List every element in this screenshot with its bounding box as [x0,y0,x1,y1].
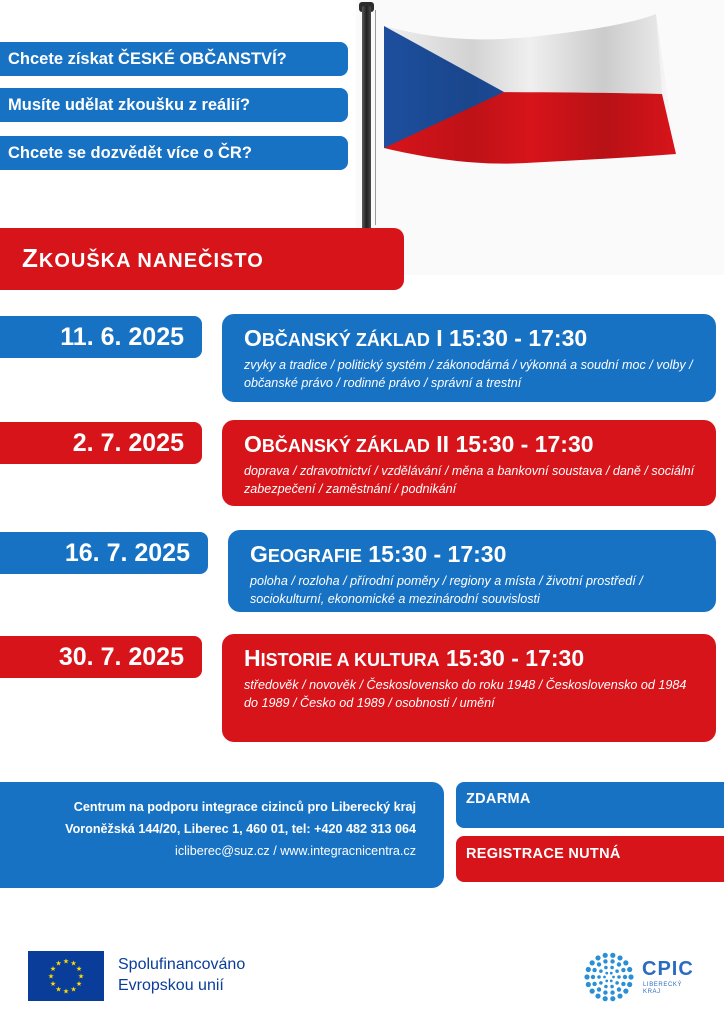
czech-flag-icon [376,8,724,188]
eu-star: ★ [55,960,62,968]
question-exam: Musíte udělat zkoušku z reálií? [0,88,348,122]
contact-org: Centrum na podporu integrace cizinců pro Liberecký kraj [73,800,416,814]
eu-star: ★ [75,981,83,988]
cpic-dots-icon [584,952,634,1002]
cpic-dot [615,969,619,973]
eu-star: ★ [70,986,77,994]
eu-star: ★ [49,966,57,973]
cpic-dot [623,989,628,994]
event-2-topics: doprava / zdravotnictví / vzdělávání / měna a bankovní soustava / daně / sociální zabezpečení / zaměstnání / podnikání [244,464,695,496]
cpic-dot [610,959,614,963]
cpic-dot [610,990,614,994]
cpic-dot [597,975,601,979]
cpic-dot [586,982,591,987]
cpic-dot [595,993,600,998]
eu-star: ★ [62,958,70,966]
eu-cofunded-text: Spolufinancováno Evropskou unií [118,956,246,994]
cpic-dot [592,968,596,972]
eu-star: ★ [55,986,62,994]
event-3-title: GEOGRAFIE 15:30 - 17:30 [250,541,507,567]
event-4-title: HISTORIE A KULTURA 15:30 - 17:30 [244,645,585,671]
cpic-dot [592,982,596,986]
eu-flag-icon [28,951,104,1001]
page-title-initial: Z [22,243,39,273]
contact-address: Voroněžská 144/20, Liberec 1, 460 01, tel: +420 482 313 064 [65,822,416,836]
cpic-dot [591,975,595,979]
eu-star: ★ [70,960,77,968]
question-citizenship: Chcete získat ČESKÉ OBČANSTVÍ? [0,42,348,76]
cpic-dot [610,953,615,958]
cpic-dot [615,981,619,985]
page-title [0,228,404,290]
cpic-dot [628,974,633,979]
cpic-dot [595,955,600,960]
cpic-dot [590,960,595,965]
cpic-dot [603,990,607,994]
cpic-dot [610,985,614,989]
cpic-dot [599,981,603,985]
cpic-logo-name: CPIC [642,958,694,980]
cpic-dot [617,955,622,960]
cpic-dot [603,953,608,958]
cpic-logo-region: LIBERECKÝ KRAJ [643,982,683,995]
eu-star: ★ [62,988,70,996]
cpic-dot [627,967,632,972]
cpic-dot [603,976,606,979]
cpic-dot [627,982,632,987]
cpic-dot [612,976,615,979]
cpic-dot [584,974,589,979]
flagpole [362,6,371,230]
contact-box [0,782,444,888]
question-more-info: Chcete se dozvědět více o ČR? [0,136,348,170]
cpic-dot [603,996,608,1001]
free-badge: ZDARMA [456,782,724,828]
event-3-topics: poloha / rozloha / přírodní poměry / regiony a místa / životní prostředí / sociokulturní, ekonomické a mezinárodní souvislosti [250,574,643,606]
cpic-dot [603,959,607,963]
cpic-dot [605,972,608,975]
eu-star: ★ [49,981,57,988]
cpic-dot [604,985,608,989]
cpic-dot [617,987,621,991]
cpic-dot [597,987,601,991]
czech-flag-image [356,0,724,275]
cpic-dot [597,962,601,966]
eu-star: ★ [47,973,55,981]
cpic-dot [610,996,615,1001]
event-2-title: OBČANSKÝ ZÁKLAD II 15:30 - 17:30 [244,431,594,457]
event-4-topics: středověk / novověk / Československo do roku 1948 / Československo od 1984 do 1989 / Česko od 1989 / osobnosti / umění [244,678,687,710]
cpic-dot [605,979,608,982]
registration-badge: REGISTRACE NUTNÁ [456,836,724,882]
cpic-dot [617,962,621,966]
cpic-dot [610,966,614,970]
event-3-date: 16. 7. 2025 [0,532,208,574]
cpic-dot [586,967,591,972]
cpic-dot [610,979,613,982]
cpic-dot [617,993,622,998]
event-4-date: 30. 7. 2025 [0,636,202,678]
cpic-dot [621,982,625,986]
eu-star: ★ [77,973,85,981]
contact-web: icliberec@suz.cz / www.integracnicentra.cz [175,844,416,858]
event-1-topics: zvyky a tradice / politický systém / zákonodárná / výkonná a soudní moc / volby / občanské právo / rodinné právo / správní a trestní [244,358,693,390]
event-1-card [222,314,716,402]
event-2-date: 2. 7. 2025 [0,422,202,464]
event-4-card [222,634,716,742]
cpic-dot [604,966,608,970]
eu-star: ★ [75,966,83,973]
event-1-date: 11. 6. 2025 [0,316,202,358]
cpic-dot [621,968,625,972]
cpic-dot [610,972,613,975]
cpic-dot [590,989,595,994]
event-3-card [228,530,716,612]
cpic-dot [623,975,627,979]
event-2-card [222,420,716,506]
cpic-dot [599,969,603,973]
cpic-dot [617,975,621,979]
cpic-dot [623,960,628,965]
event-1-title: OBČANSKÝ ZÁKLAD I 15:30 - 17:30 [244,325,588,351]
page-title-rest: KOUŠKA NANEČISTO [38,250,264,272]
